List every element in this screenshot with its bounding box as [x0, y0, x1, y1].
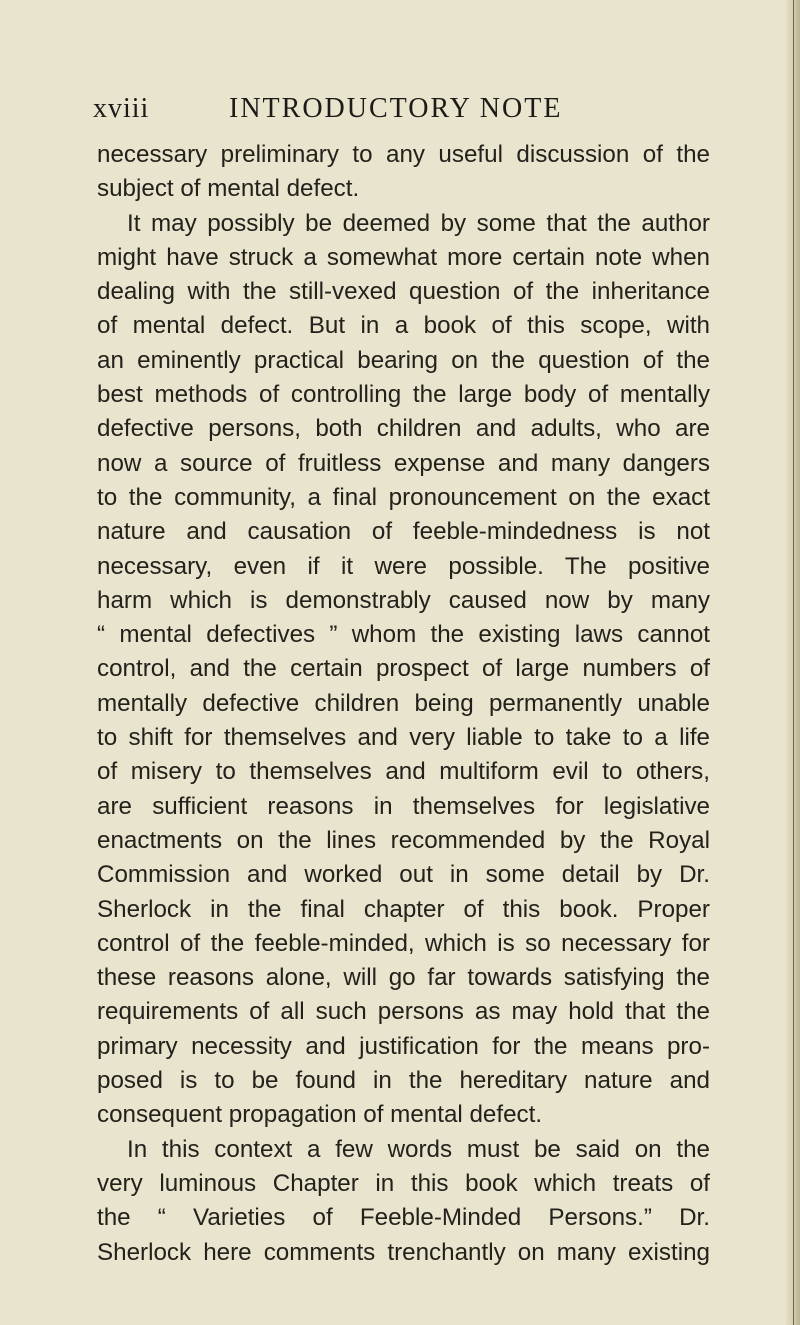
text-line: consequent propagation of mental defect. [97, 1101, 543, 1129]
text-line: best methods of controlling the large body of mentally [97, 381, 710, 409]
text-line: to the community, a final pronouncement on the exact [97, 483, 710, 511]
text-line: dealing with the still-vexed question of the inheritance [97, 278, 710, 306]
text-line: are sufficient reasons in themselves for legislative [97, 792, 710, 820]
text-line: of mental defect. But in a book of this scope, with [97, 312, 710, 340]
running-header [93, 92, 703, 126]
page-number: xviii [93, 93, 150, 124]
text-line: Sherlock in the final chapter of this book. Proper [97, 895, 710, 923]
text-line: an eminently practical bearing on the question of the [97, 346, 710, 374]
paragraph-first-line: In this context a few words must be said on the [127, 1135, 710, 1163]
text-line: very luminous Chapter in this book which treats of [97, 1169, 710, 1197]
text-line: requirements of all such persons as may hold that the [97, 998, 710, 1026]
text-line: might have struck a somewhat more certain note when [97, 243, 710, 271]
text-line: “ mental defectives ” whom the existing laws cannot [97, 621, 710, 649]
text-line: the “ Varieties of Feeble-Minded Persons.” Dr. [97, 1204, 710, 1232]
text-line: control of the feeble-minded, which is so necessary for [97, 929, 710, 957]
page-edge-line [793, 0, 794, 1325]
text-line: of misery to themselves and multiform evil to others, [97, 758, 710, 786]
text-line: posed is to be found in the hereditary nature and [97, 1067, 710, 1095]
text-line: primary necessity and justification for the means pro- [97, 1032, 710, 1060]
text-line: enactments on the lines recommended by the Royal [97, 826, 710, 854]
text-line: necessary, even if it were possible. The positive [97, 552, 710, 580]
text-line: defective persons, both children and adults, who are [97, 415, 710, 443]
text-line: to shift for themselves and very liable to take to a life [97, 724, 710, 752]
text-line: control, and the certain prospect of large numbers of [97, 655, 710, 683]
text-line: subject of mental defect. [97, 175, 360, 203]
text-line: nature and causation of feeble-mindedness is not [97, 518, 710, 546]
paragraph-first-line: It may possibly be deemed by some that the author [127, 209, 710, 237]
body-text [97, 138, 710, 1270]
text-line: necessary preliminary to any useful discussion of the [97, 141, 710, 168]
text-line: these reasons alone, will go far towards satisfying the [97, 964, 710, 992]
text-line: mentally defective children being permanently unable [97, 689, 710, 717]
text-line: Commission and worked out in some detail by Dr. [97, 861, 710, 889]
text-line: Sherlock here comments trenchantly on many existing [97, 1238, 710, 1266]
running-title: INTRODUCTORY NOTE [229, 93, 563, 124]
text-line: harm which is demonstrably caused now by many [97, 586, 710, 614]
text-line: now a source of fruitless expense and many dangers [97, 449, 710, 477]
